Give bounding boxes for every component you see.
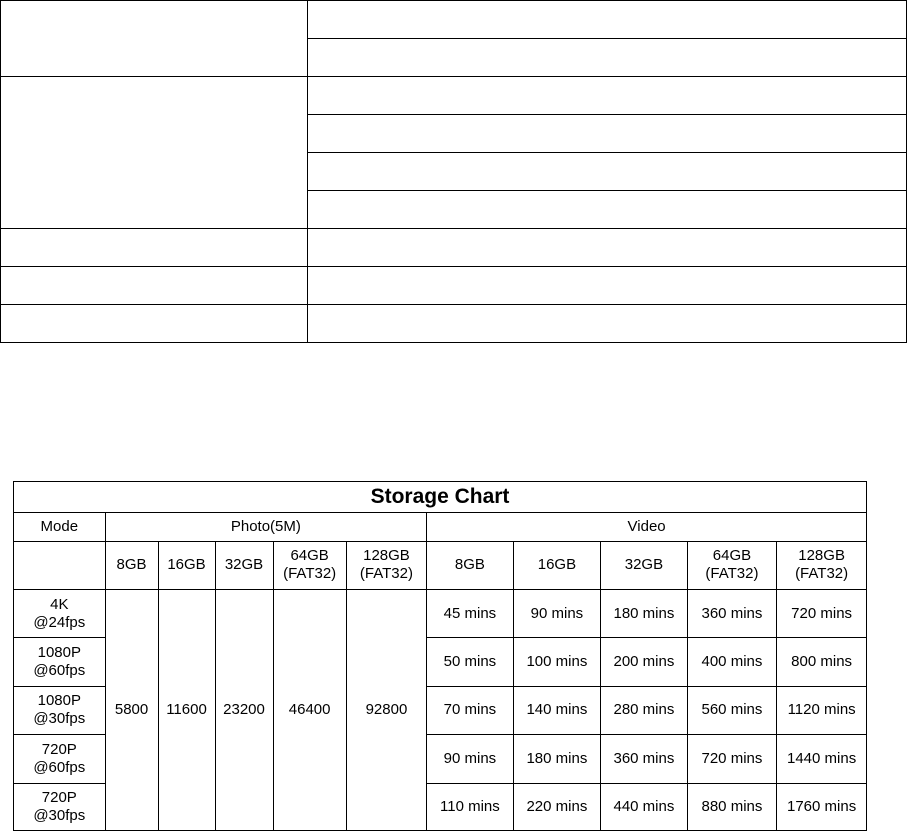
spec-value-cell — [308, 191, 907, 229]
video-duration-cell: 280 mins — [601, 686, 688, 734]
table-row — [14, 541, 867, 589]
table-row — [1, 229, 907, 267]
video-duration-cell: 720 mins — [687, 735, 777, 783]
video-capacity-header: 8GB — [427, 541, 514, 589]
video-duration-cell: 560 mins — [687, 686, 777, 734]
video-duration-cell: 200 mins — [601, 638, 688, 686]
mode-cell: 1080P @60fps — [14, 638, 106, 686]
photo-capacity-header: 8GB — [105, 541, 158, 589]
video-duration-cell: 880 mins — [687, 783, 777, 830]
spec-value-cell — [308, 305, 907, 343]
spec-value-cell — [308, 229, 907, 267]
video-duration-cell: 360 mins — [601, 735, 688, 783]
chart-title: Storage Chart — [14, 482, 867, 513]
video-duration-cell: 1440 mins — [777, 735, 867, 783]
photo-count-cell: 46400 — [273, 589, 346, 830]
spec-value-cell — [308, 267, 907, 305]
video-duration-cell: 1120 mins — [777, 686, 867, 734]
video-duration-cell: 180 mins — [513, 735, 601, 783]
video-duration-cell: 140 mins — [513, 686, 601, 734]
video-duration-cell: 110 mins — [427, 783, 514, 830]
spec-label-cell — [1, 229, 308, 267]
photo-capacity-header: 32GB — [215, 541, 273, 589]
video-duration-cell: 90 mins — [427, 735, 514, 783]
video-duration-cell: 100 mins — [513, 638, 601, 686]
video-capacity-header: 128GB (FAT32) — [777, 541, 867, 589]
spec-value-cell — [308, 77, 907, 115]
video-duration-cell: 45 mins — [427, 589, 514, 637]
table-row — [1, 1, 907, 39]
video-capacity-header: 64GB (FAT32) — [687, 541, 777, 589]
video-duration-cell: 720 mins — [777, 589, 867, 637]
video-duration-cell: 220 mins — [513, 783, 601, 830]
photo-count-cell: 92800 — [346, 589, 426, 830]
photo-count-cell: 5800 — [105, 589, 158, 830]
table-row — [1, 77, 907, 115]
table-row — [14, 513, 867, 541]
video-duration-cell: 400 mins — [687, 638, 777, 686]
table-row — [14, 589, 867, 637]
spec-table — [0, 0, 907, 343]
photo-count-cell: 23200 — [215, 589, 273, 830]
video-header: Video — [427, 513, 867, 541]
table-row — [1, 305, 907, 343]
mode-blank-cell — [14, 541, 106, 589]
mode-cell: 720P @60fps — [14, 735, 106, 783]
video-capacity-header: 32GB — [601, 541, 688, 589]
video-duration-cell: 180 mins — [601, 589, 688, 637]
photo-capacity-header: 128GB (FAT32) — [346, 541, 426, 589]
photo-capacity-header: 64GB (FAT32) — [273, 541, 346, 589]
video-duration-cell: 90 mins — [513, 589, 601, 637]
video-capacity-header: 16GB — [513, 541, 601, 589]
video-duration-cell: 440 mins — [601, 783, 688, 830]
photo-capacity-header: 16GB — [158, 541, 215, 589]
spec-label-cell — [1, 77, 308, 229]
video-duration-cell: 50 mins — [427, 638, 514, 686]
mode-cell: 1080P @30fps — [14, 686, 106, 734]
spec-value-cell — [308, 153, 907, 191]
video-duration-cell: 1760 mins — [777, 783, 867, 830]
spec-value-cell — [308, 115, 907, 153]
spec-label-cell — [1, 305, 308, 343]
spec-label-cell — [1, 1, 308, 77]
video-duration-cell: 800 mins — [777, 638, 867, 686]
mode-header: Mode — [14, 513, 106, 541]
storage-chart-table — [13, 481, 867, 831]
video-duration-cell: 360 mins — [687, 589, 777, 637]
video-duration-cell: 70 mins — [427, 686, 514, 734]
photo-header: Photo(5M) — [105, 513, 427, 541]
mode-cell: 4K @24fps — [14, 589, 106, 637]
spec-value-cell — [308, 39, 907, 77]
spec-label-cell — [1, 267, 308, 305]
spec-value-cell — [308, 1, 907, 39]
table-row — [14, 482, 867, 513]
table-row — [1, 267, 907, 305]
mode-cell: 720P @30fps — [14, 783, 106, 830]
photo-count-cell: 11600 — [158, 589, 215, 830]
